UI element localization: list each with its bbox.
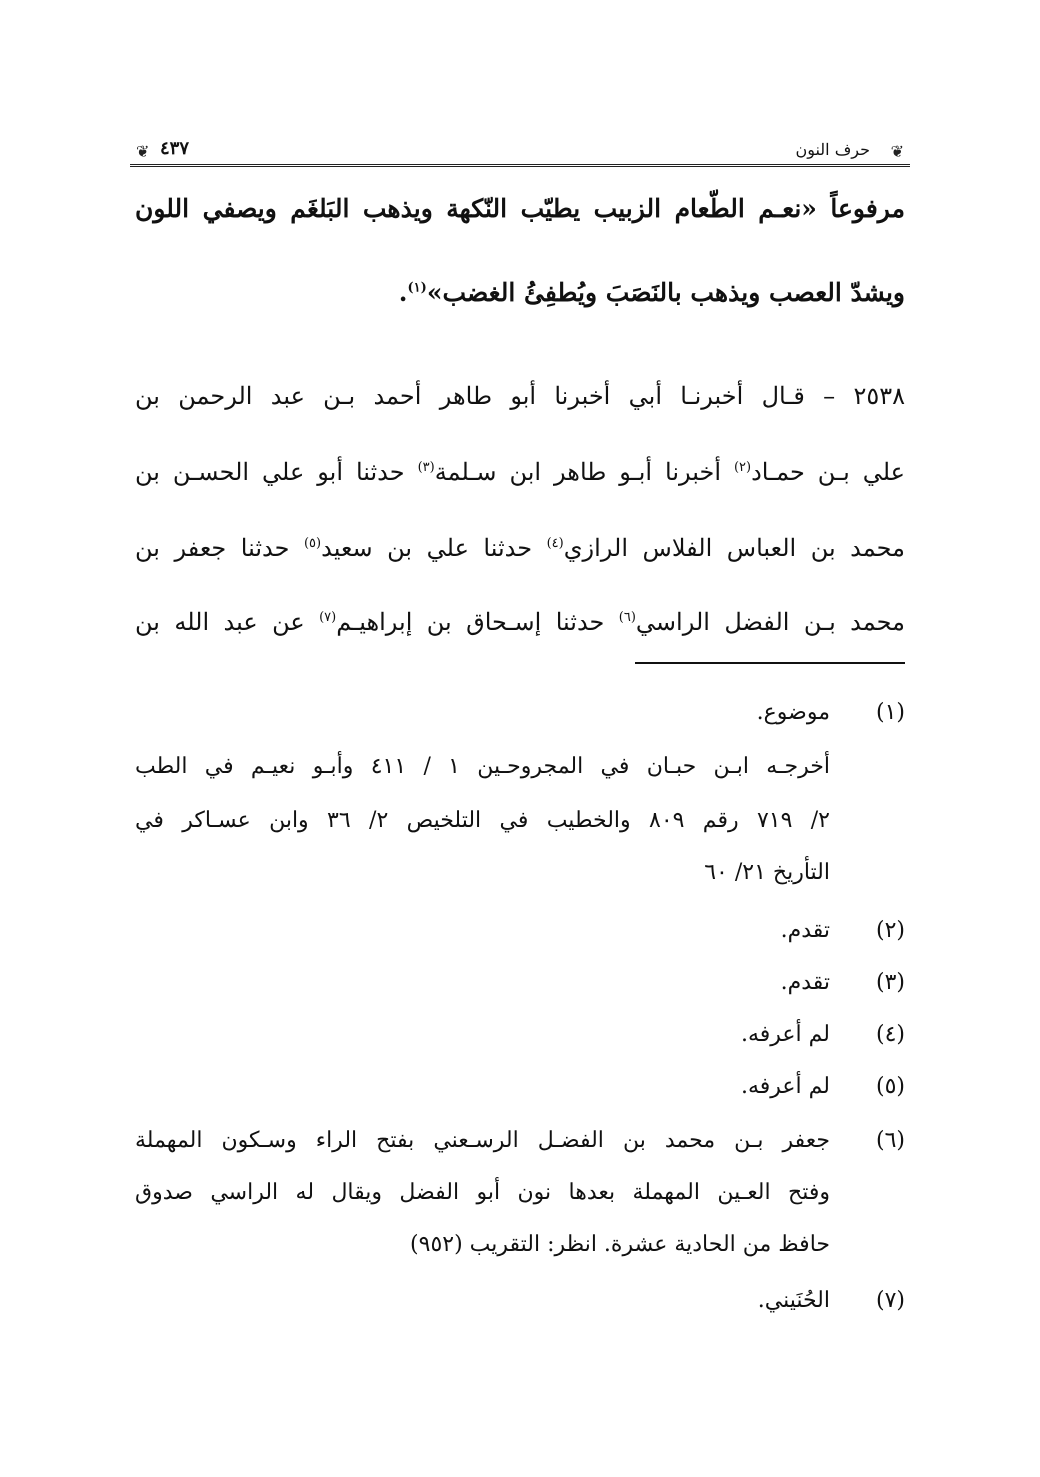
isnad-line: محمد بـن الفضل الراسي$^{(٦)}$ حدثنا إسـحاق بن إبراهيـم$^{(٧)}$ عن عبد الله بن: [135, 608, 906, 636]
footnote-separator: [635, 662, 905, 664]
footnote-number: (٣): [875, 970, 905, 995]
footnote-text: لم أعرفه.: [740, 1074, 830, 1099]
footnote-text: ٢/ ٧١٩ رقم ٨٠٩ والخطيب في التلخيص ٢/ ٣٦ وابن عسـاكر في: [135, 808, 830, 833]
chapter-title: حرف النون: [795, 140, 870, 159]
hadith-line: مرفوعاً «نعـم الطّعام الزبيب يطيّب النّكهة ويذهب البَلغَم ويصفي اللون: [135, 194, 905, 223]
ornament-icon: ❦: [136, 142, 150, 161]
isnad-line: محمد بن العباس الفلاس الرازي$^{(٤)}$ حدثنا علي بن سعيد$^{(٥)}$ حدثنا جعفر بن: [135, 534, 905, 562]
footnote-ref: (٤): [546, 536, 564, 551]
footnote-number: (١): [875, 700, 905, 725]
footnote-text: تقدم.: [780, 918, 830, 943]
footnote-ref: (٧): [319, 610, 337, 625]
ornament-icon: ❦: [890, 142, 904, 161]
footnote-text: حافظ من الحادية عشرة. انظر: التقريب (٩٥٢): [410, 1232, 830, 1257]
footnote-text: موضوع.: [756, 700, 830, 725]
footnote-number: (٥): [875, 1074, 905, 1099]
page-header: [130, 138, 910, 168]
footnote-text: لم أعرفه.: [740, 1022, 830, 1047]
header-rule: [130, 164, 910, 167]
isnad-line: ٢٥٣٨ – قـال أخبرنـا أبي أخبرنا أبو طاهر أحمد بـن عبد الرحمن بن: [135, 382, 905, 410]
footnote-number: (٦): [875, 1128, 905, 1153]
footnote-ref: (٦): [618, 610, 636, 625]
footnote-text: الحُنَيني.: [757, 1288, 830, 1313]
footnote-ref: (٣): [417, 460, 435, 475]
footnote-ref: (١): [407, 280, 427, 296]
footnote-number: (٧): [875, 1288, 905, 1313]
footnote-text: التأريخ ٢١/ ٦٠: [704, 860, 830, 885]
footnote-text: تقدم.: [780, 970, 830, 995]
isnad-line: علي بـن حمـاد$^{(٢)}$ أخبرنا أبـو طاهر ابن سـلمة$^{(٣)}$ حدثنا أبو علي الحسـن بن: [135, 458, 905, 486]
footnote-number: (٤): [875, 1022, 905, 1047]
footnote-number: (٢): [875, 918, 905, 943]
hadith-line: ويشدّ العصب ويذهب بالنَصَبَ ويُطفِئُ الغضب»$^{(١)}$.: [398, 278, 905, 307]
footnote-text: وفتح العـين المهملة بعدها نون أبو الفضل ويقال له الراسي صدوق: [135, 1180, 830, 1205]
footnote-text: جعفر بـن محمد بن الفضـل الرسـعني بفتح الراء وسـكون المهملة: [135, 1128, 830, 1153]
page-number: ٤٣٧: [160, 138, 190, 159]
footnote-text: أخرجـه ابـن حبـان في المجروحـين ١ / ٤١١ وأبـو نعيـم في الطب: [135, 754, 830, 779]
footnote-ref: (٥): [303, 536, 322, 551]
footnote-ref: (٢): [733, 460, 752, 475]
